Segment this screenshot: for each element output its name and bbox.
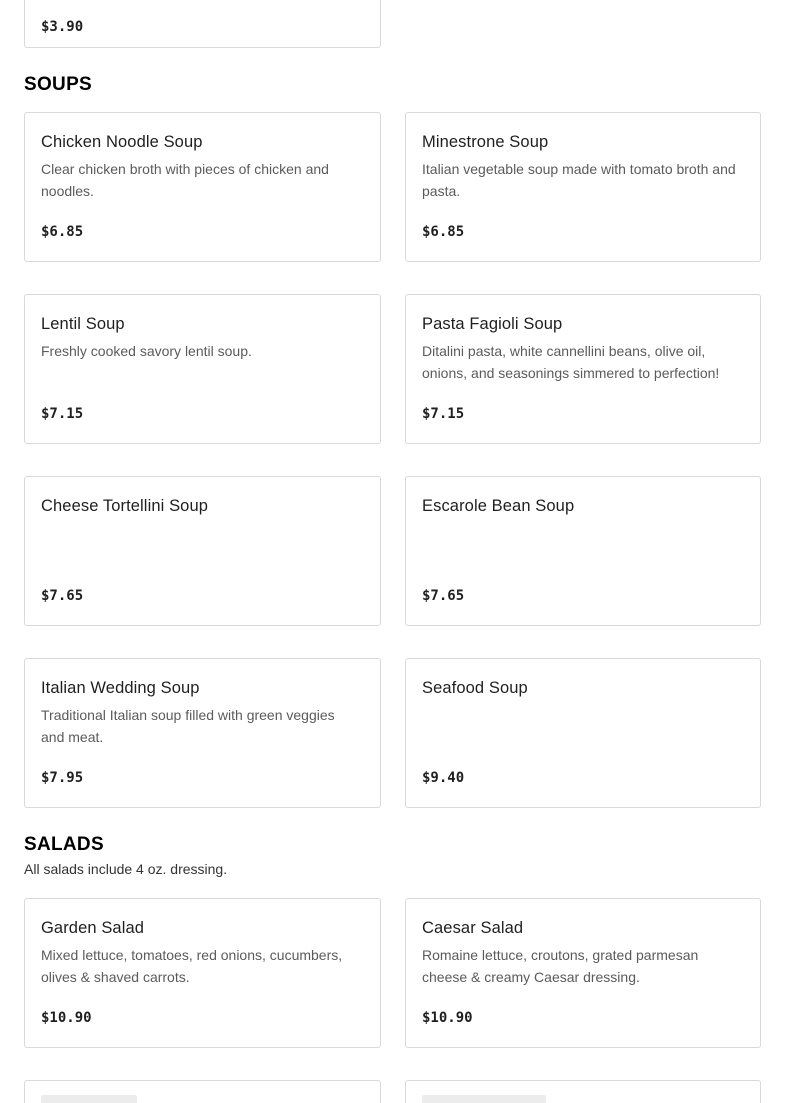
item-description: Traditional Italian soup filled with green veggies and meat. — [41, 707, 335, 745]
item-price: $6.85 — [41, 224, 84, 240]
menu-item-card[interactable] — [24, 294, 381, 444]
menu-item-card[interactable] — [405, 476, 761, 626]
item-price: $7.15 — [41, 406, 84, 422]
menu-item-card[interactable] — [24, 658, 381, 808]
item-description: Italian vegetable soup made with tomato broth and pasta. — [422, 161, 736, 199]
item-price: $7.15 — [422, 406, 465, 422]
item-price: $7.95 — [41, 770, 84, 786]
menu-item-card[interactable] — [405, 294, 761, 444]
item-name: Seafood Soup — [422, 679, 528, 697]
menu-item-card[interactable] — [405, 112, 761, 262]
item-name: Minestrone Soup — [422, 133, 549, 151]
item-description: Romaine lettuce, croutons, grated parmesan cheese & creamy Caesar dressing. — [422, 947, 699, 985]
item-description: Ditalini pasta, white cannellini beans, olive oil, onions, and seasonings simmered to perfection! — [422, 343, 720, 381]
menu-item-card[interactable] — [24, 1080, 381, 1103]
menu-item-card[interactable] — [405, 898, 761, 1048]
item-price: $3.90 — [41, 19, 84, 35]
item-name: Escarole Bean Soup — [422, 497, 575, 515]
item-price: $10.90 — [41, 1010, 92, 1026]
item-name: Chicken Noodle Soup — [41, 133, 203, 151]
item-price: $9.40 — [422, 770, 465, 786]
item-name: Pasta Fagioli Soup — [422, 315, 563, 333]
menu-item-card[interactable] — [24, 112, 381, 262]
item-price: $7.65 — [41, 588, 84, 604]
section-note: All salads include 4 oz. dressing. — [24, 861, 228, 877]
menu-item-card[interactable] — [405, 658, 761, 808]
section-title-soups: SOUPS — [24, 74, 93, 95]
item-name: Caesar Salad — [422, 919, 524, 937]
menu-item-card[interactable] — [24, 476, 381, 626]
item-name: Cheese Tortellini Soup — [41, 497, 208, 515]
item-price: $7.65 — [422, 588, 465, 604]
item-price: $10.90 — [422, 1010, 473, 1026]
item-name: Garden Salad — [41, 919, 145, 937]
menu-item-card[interactable] — [24, 898, 381, 1048]
item-name: Lentil Soup — [41, 315, 125, 333]
item-name: Italian Wedding Soup — [41, 679, 200, 697]
section-title-salads: SALADS — [24, 834, 104, 855]
item-description: Clear chicken broth with pieces of chicken and noodles. — [41, 161, 329, 199]
item-description: Freshly cooked savory lentil soup. — [41, 343, 252, 359]
item-description: Mixed lettuce, tomatoes, red onions, cucumbers, olives & shaved carrots. — [41, 947, 343, 985]
menu-item-card[interactable] — [405, 1080, 761, 1103]
item-price: $6.85 — [422, 224, 465, 240]
loading-placeholder — [422, 1095, 546, 1103]
loading-placeholder — [41, 1095, 137, 1103]
menu-item-card[interactable] — [24, 0, 381, 48]
